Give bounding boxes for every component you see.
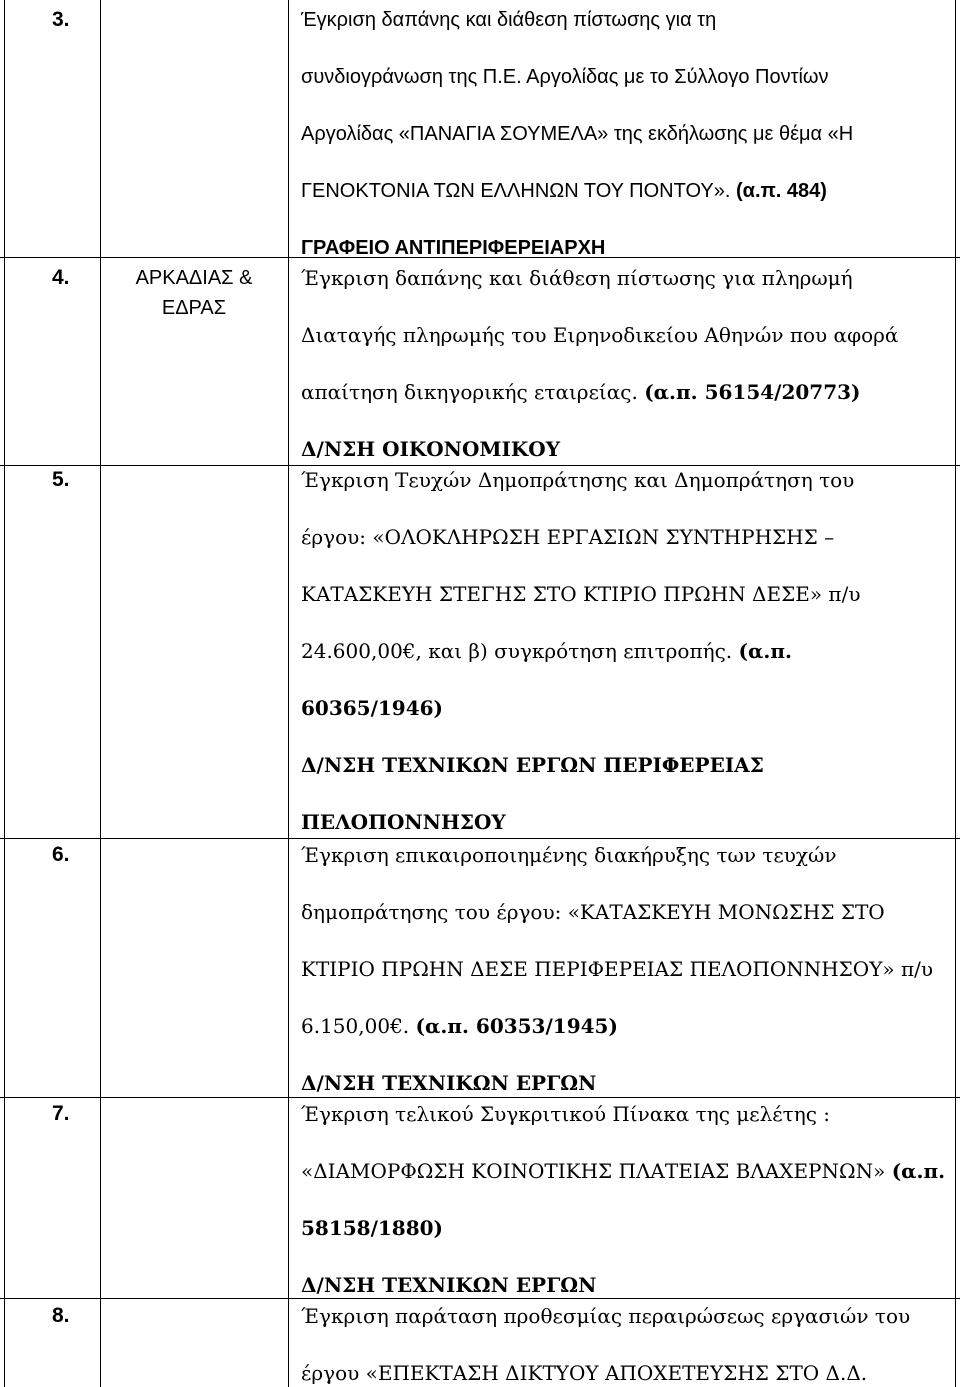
item-text-line: Έγκριση Τευχών Δημοπράτησης και Δημοπράτηση του <box>301 468 855 492</box>
item-number: 3. <box>52 8 70 31</box>
item-text-line: Αργολίδας «ΠΑΝΑΓΙΑ ΣΟΥΜΕΛΑ» της εκδήλωσης με θέμα «Η <box>301 123 854 145</box>
item-text: ΓΕΝΟΚΤΟΝΙΑ ΤΩΝ ΕΛΛΗΝΩΝ ΤΟΥ ΠΟΝΤΟΥ». <box>301 180 736 202</box>
row-divider <box>0 465 960 466</box>
item-text-line: συνδιογράνωση της Π.Ε. Αργολίδας με το Σύλλογο Ποντίων <box>301 66 829 88</box>
item-text-line: Έγκριση δαπάνης και διάθεση πίστωσης για τη <box>301 9 717 31</box>
row-divider <box>0 838 960 839</box>
department-label: Δ/ΝΣΗ ΤΕΧΝΙΚΩΝ ΕΡΓΩΝ <box>301 1071 597 1095</box>
item-number: 6. <box>52 843 70 866</box>
item-text: «ΔΙΑΜΟΡΦΩΣΗ ΚΟΙΝΟΤΙΚΗΣ ΠΛΑΤΕΙΑΣ ΒΛΑΧΕΡΝΩΝ» <box>301 1159 892 1183</box>
item-number: 7. <box>52 1102 70 1125</box>
item-number: 4. <box>52 266 70 289</box>
item-text-line: ΚΤΙΡΙΟ ΠΡΩΗΝ ΔΕΣΕ ΠΕΡΙΦΕΡΕΙΑΣ ΠΕΛΟΠΟΝΝΗΣΟΥ» π/υ <box>301 957 934 981</box>
item-text-line <box>301 1159 945 1183</box>
item-number: 8. <box>52 1304 70 1327</box>
table-border-right <box>955 0 956 1387</box>
protocol-reference: (α.π. 60353/1945) <box>415 1014 618 1038</box>
item-text: 6.150,00€. <box>301 1014 416 1038</box>
column-divider-1 <box>100 0 101 1387</box>
item-text-line: δημοπράτησης του έργου: «ΚΑΤΑΣΚΕΥΗ ΜΟΝΩΣΗΣ ΣΤΟ <box>301 900 885 924</box>
item-text-line: έργου: «ΟΛΟΚΛΗΡΩΣΗ ΕΡΓΑΣΙΩΝ ΣΥΝΤΗΡΗΣΗΣ – <box>301 525 835 549</box>
protocol-reference: 60365/1946) <box>301 696 444 720</box>
item-text: απαίτηση δικηγορικής εταιρείας. <box>301 380 645 404</box>
item-text-line <box>301 639 792 663</box>
protocol-reference: (α.π. 56154/20773) <box>644 380 861 404</box>
item-text-line <box>301 179 827 203</box>
department-label: Δ/ΝΣΗ ΟΙΚΟΝΟΜΙΚΟΥ <box>301 437 560 461</box>
item-number: 5. <box>52 468 70 491</box>
department-label: ΠΕΛΟΠΟΝΝΗΣΟΥ <box>301 810 506 834</box>
item-text-line: Έγκριση επικαιροποιημένης διακήρυξης των τευχών <box>301 843 837 867</box>
department-label: Δ/ΝΣΗ ΤΕΧΝΙΚΩΝ ΕΡΓΩΝ <box>301 1273 597 1297</box>
department-label: ΓΡΑΦΕΙΟ ΑΝΤΙΠΕΡΙΦΕΡΕΙΑΡΧΗ <box>301 237 606 259</box>
protocol-reference: (α.π. <box>891 1159 946 1183</box>
item-text-line: Έγκριση παράταση προθεσμίας περαιρώσεως εργασιών του <box>301 1304 911 1328</box>
row-divider <box>0 1097 960 1098</box>
item-text-line <box>301 1014 618 1038</box>
table-border-left <box>4 0 5 1387</box>
item-text-line <box>301 380 861 404</box>
item-text-line: Έγκριση δαπάνης και διάθεση πίστωσης για πληρωμή <box>301 266 853 290</box>
column-divider-2 <box>288 0 289 1387</box>
protocol-reference: 58158/1880) <box>301 1216 444 1240</box>
item-text-line: ΚΑΤΑΣΚΕΥΗ ΣΤΕΓΗΣ ΣΤΟ ΚΤΙΡΙΟ ΠΡΩΗΝ ΔΕΣΕ» π/υ <box>301 582 861 606</box>
item-text-line: έργου «ΕΠΕΚΤΑΣΗ ΔΙΚΤΥΟΥ ΑΠΟΧΕΤΕΥΣΗΣ ΣΤΟ Δ.Δ. <box>301 1361 868 1385</box>
department-label: Δ/ΝΣΗ ΤΕΧΝΙΚΩΝ ΕΡΓΩΝ ΠΕΡΙΦΕΡΕΙΑΣ <box>301 753 764 777</box>
row-divider <box>0 1298 960 1299</box>
item-text-line: Έγκριση τελικού Συγκριτικού Πίνακα της μελέτης : <box>301 1102 831 1126</box>
region-line: ΑΡΚΑΔΙΑΣ & <box>135 267 253 289</box>
protocol-reference: (α.π. <box>738 639 792 663</box>
item-text: 24.600,00€, και β) συγκρότηση επιτροπής. <box>301 639 739 663</box>
item-text-line: Διαταγής πληρωμής του Ειρηνοδικείου Αθηνών που αφορά <box>301 323 899 347</box>
region-label <box>110 263 278 323</box>
protocol-reference: (α.π. 484) <box>735 180 827 202</box>
region-line: ΕΔΡΑΣ <box>161 297 227 319</box>
